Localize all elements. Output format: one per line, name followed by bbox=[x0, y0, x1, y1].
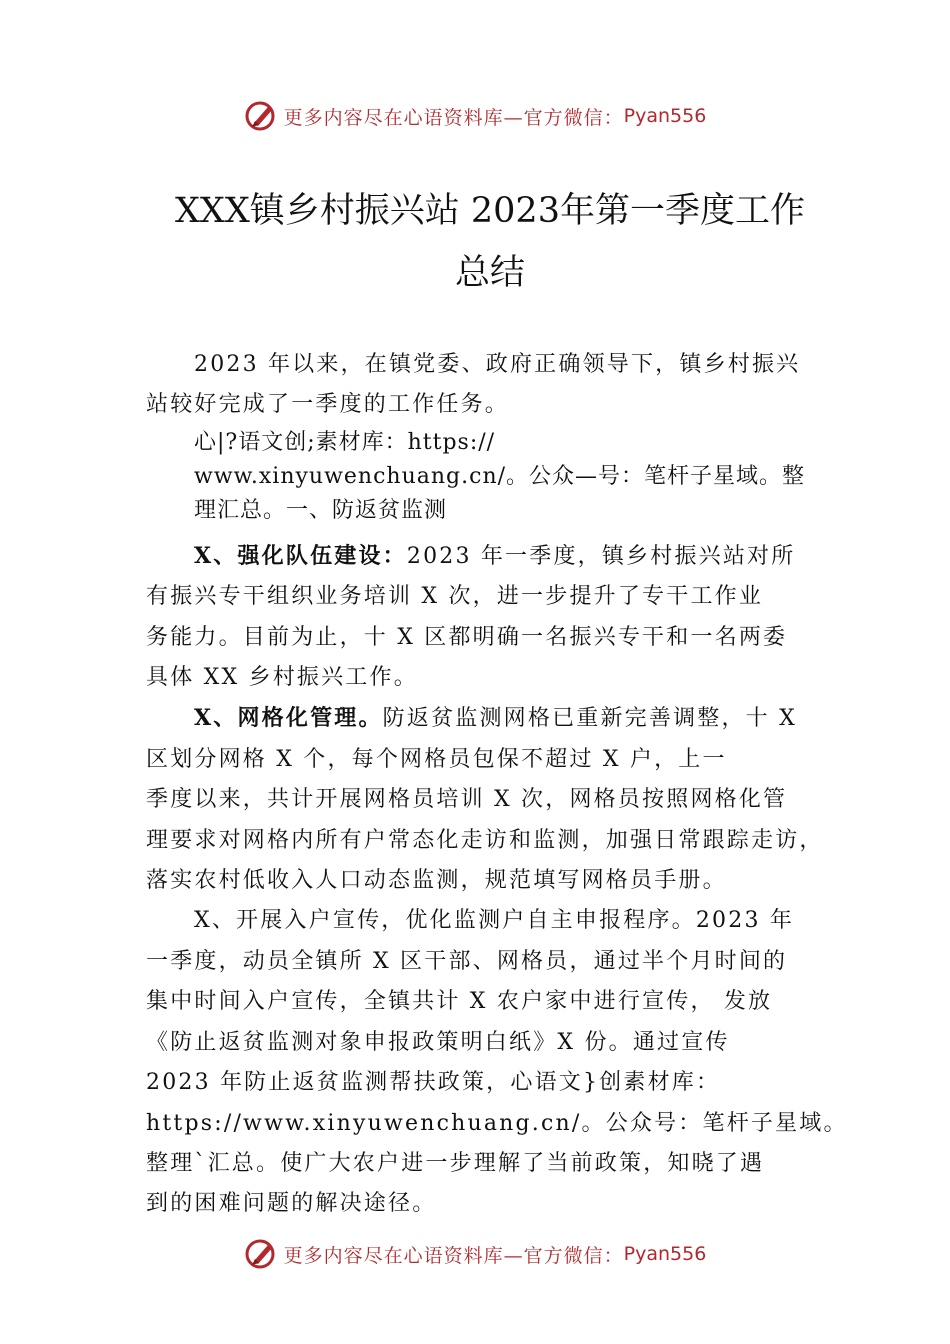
text-line: www.xinyuwenchuang.cn/。公众—号：笔杆子星域。整 bbox=[194, 463, 806, 489]
text-line: 落实农村低收入人口动态监测，规范填写网格员手册。 bbox=[146, 868, 727, 894]
text-line: 区划分网格 X 个，每个网格员包保不超过 X 户，上一 bbox=[146, 746, 727, 772]
text-line: X、开展入户宣传，优化监测户自主申报程序。2023 年 bbox=[194, 908, 795, 934]
text-line bbox=[146, 536, 836, 577]
text-line: 有振兴专干组织业务培训 X 次，进一步提升了专干工作业 bbox=[146, 584, 764, 610]
text-line: 心|?语文创;素材库：https:// bbox=[194, 429, 496, 455]
paragraph-note bbox=[146, 426, 836, 528]
banner-wechat-id: Pyan556 bbox=[623, 105, 707, 127]
text-line: 理要求对网格内所有户常态化走访和监测，加强日常跟踪走访， bbox=[146, 827, 824, 853]
banner-text: 更多内容尽在心语资料库—官方微信： bbox=[283, 106, 624, 129]
text-line: 具体 XX 乡村振兴工作。 bbox=[146, 665, 418, 691]
paragraph-publicity bbox=[146, 901, 848, 1224]
text-line: 2023 年以来，在镇党委、政府正确领导下，镇乡村振兴 bbox=[194, 352, 801, 377]
pen-logo-icon bbox=[244, 1237, 278, 1271]
text-line bbox=[146, 698, 836, 739]
paragraph-team-building bbox=[146, 536, 836, 699]
text-line: 整理`汇总。使广大农户进一步理解了当前政策，知晓了遇 bbox=[146, 1150, 765, 1176]
paragraph-intro bbox=[146, 345, 836, 426]
document-body bbox=[146, 345, 848, 1225]
text-run: 防返贫监测网格已重新完善调整，十 X bbox=[382, 706, 797, 732]
document-title bbox=[100, 180, 880, 304]
text-line: 2023 年防止返贫监测帮扶政策，心语文}创素材库： bbox=[146, 1070, 721, 1096]
text-line: 务能力。目前为止，十 X 区都明确一名振兴专干和一名两委 bbox=[146, 624, 788, 650]
watermark-banner-bottom bbox=[0, 1234, 950, 1274]
section-heading: X、网格化管理。 bbox=[194, 705, 383, 732]
text-line: 一季度，动员全镇所 X 区干部、网格员，通过半个月时间的 bbox=[146, 948, 788, 974]
title-line-2: 总结 bbox=[454, 253, 525, 293]
text-line: 理汇总。一、防返贫监测 bbox=[194, 497, 448, 523]
text-run: 2023 年一季度，镇乡村振兴站对所 bbox=[406, 543, 796, 569]
banner-wechat-id: Pyan556 bbox=[623, 1243, 707, 1265]
text-line: https://www.xinyuwenchuang.cn/。公众号：笔杆子星域。 bbox=[146, 1110, 848, 1136]
text-line: 站较好完成了一季度的工作任务。 bbox=[146, 392, 510, 418]
title-line-1: XXX镇乡村振兴站 2023年第一季度工作 bbox=[175, 191, 805, 231]
pen-logo-icon bbox=[244, 99, 278, 133]
text-line: 到的困难问题的解决途径。 bbox=[146, 1191, 437, 1217]
text-line: 集中时间入户宣传，全镇共计 X 农户家中进行宣传， 发放 bbox=[146, 989, 773, 1015]
text-line: 《防止返贫监测对象申报政策明白纸》X 份。通过宣传 bbox=[146, 1029, 730, 1055]
banner-text: 更多内容尽在心语资料库—官方微信： bbox=[283, 1244, 624, 1267]
paragraph-grid-management bbox=[146, 698, 836, 901]
section-heading: X、强化队伍建设： bbox=[194, 542, 407, 569]
watermark-banner-top bbox=[0, 96, 950, 136]
text-line: 季度以来，共计开展网格员培训 X 次，网格员按照网格化管 bbox=[146, 787, 788, 813]
